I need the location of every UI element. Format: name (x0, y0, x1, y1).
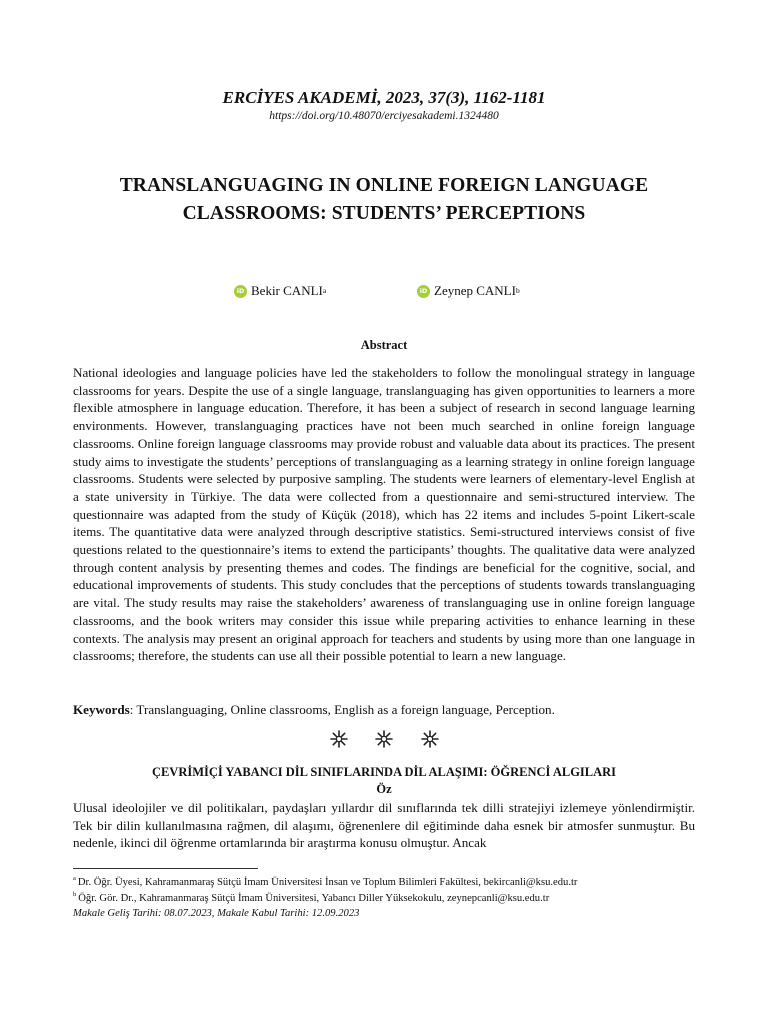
article-title (73, 172, 695, 228)
abstract-heading: Abstract (360, 338, 408, 352)
author-bekir-canli[interactable]: iD Bekir CANLI a (234, 283, 326, 299)
doi-link[interactable]: https://doi.org/10.48070/erciyesakademi.1324480 (269, 110, 499, 122)
author-name: Bekir CANLI (251, 283, 323, 298)
oz-text: Ulusal ideolojiler ve dil politikaları, paydaşları yıllardır dil sınıflarında tek dilli stratejiyi izlemeye yönlendirmiştir. Tek bir dilin kullanılmasına rağmen, dil alaşımı, öğrenenlere dil eğitiminde daha esnek bir atmosfer sunmuştur. Bu nedenle, ikinci dil öğrenme ortamlarında bir araştırma konusu olmuştur. Ancak (73, 800, 695, 851)
ornament-icon (328, 728, 350, 750)
section-divider (73, 728, 695, 754)
title-line-1: TRANSLANGUAGING IN ONLINE FOREIGN LANGUAGE (119, 175, 649, 196)
keywords-label: Keywords (73, 702, 130, 717)
oz-heading: Öz (376, 782, 392, 796)
turkish-title: ÇEVRİMİÇİ YABANCI DİL SINIFLARINDA DİL ALAŞIMI: ÖĞRENCİ ALGILARI (151, 765, 617, 779)
footnote-divider (73, 868, 258, 869)
article-dates: Makale Geliş Tarihi: 08.07.2023, Makale Kabul Tarihi: 12.09.2023 (73, 908, 360, 919)
footnote-text: Dr. Öğr. Üyesi, Kahramanmaraş Sütçü İmam Üniversitesi İnsan ve Toplum Bilimleri Fakültesi, bekircanli@ksu.edu.tr (77, 877, 578, 888)
footnote-mark: b (73, 890, 77, 898)
orcid-icon[interactable]: iD (417, 285, 430, 298)
orcid-icon[interactable]: iD (234, 285, 247, 298)
footnote-b (73, 891, 713, 907)
footnotes (73, 875, 713, 922)
keywords (73, 701, 695, 719)
title-line-2: CLASSROOMS: STUDENTS’ PERCEPTIONS (182, 203, 586, 224)
keywords-list: : Translanguaging, Online classrooms, English as a foreign language, Perception. (129, 702, 555, 717)
footnote-mark: a (73, 875, 76, 883)
author-name: Zeynep CANLI (434, 283, 516, 298)
author-list (73, 283, 695, 299)
footnote-text: Öğr. Gör. Dr., Kahramanmaraş Sütçü İmam Üniversitesi, Yabancı Diller Yüksekokulu, zeynepcanli@ksu.edu.tr (78, 892, 550, 904)
abstract-text: National ideologies and language policies have led the stakeholders to follow the monolingual strategy in language classrooms for years. Despite the use of a single language, translanguaging has given opportunities to learners a more flexible atmosphere in language education. Therefore, it has been a subject of research in second language learning environments. However, translanguaging practices have not been much searched in online foreign language classrooms. Online foreign language classrooms may provide robust and valuable data about its practices. The present study aims to investigate the students’ perceptions of translanguaging as a learning strategy in online foreign language classrooms. Students were selected by purposive sampling. The students were learners of elementary-level English at a state university in Türkiye. The data were collected from a questionnaire and semi-structured interview. The questionnaire was adapted from the study of Küçük (2018), which has 22 items and includes 5-point Likert-scale items. The quantitative data were analyzed through descriptive statistics. Semi-structured interviews consist of five questions related to the questionnaire’s items to extend the participants’ thoughts. The qualitative data were analyzed through content analysis by presenting themes and codes. The findings are beneficial for the cognitive, social, and educational improvements of students. This study concludes that the perceptions of students towards translanguaging are vital. The study results may raise the stakeholders’ awareness of translanguaging use in online foreign language classrooms, and the book writers may consider this issue while preparing activities to enhance learning in these contexts. The analysis may present an original approach for teachers and students by using more than one language in classrooms; therefore, the students can use all their possible potential to learn a new language. (73, 365, 695, 664)
ornament-icon (373, 728, 395, 750)
journal-citation: ERCİYES AKADEMİ, 2023, 37(3), 1162-1181 (222, 88, 546, 107)
ornament-icon (419, 728, 441, 750)
author-zeynep-canli[interactable]: iD Zeynep CANLI b (417, 283, 520, 299)
footnote-a (73, 875, 713, 891)
